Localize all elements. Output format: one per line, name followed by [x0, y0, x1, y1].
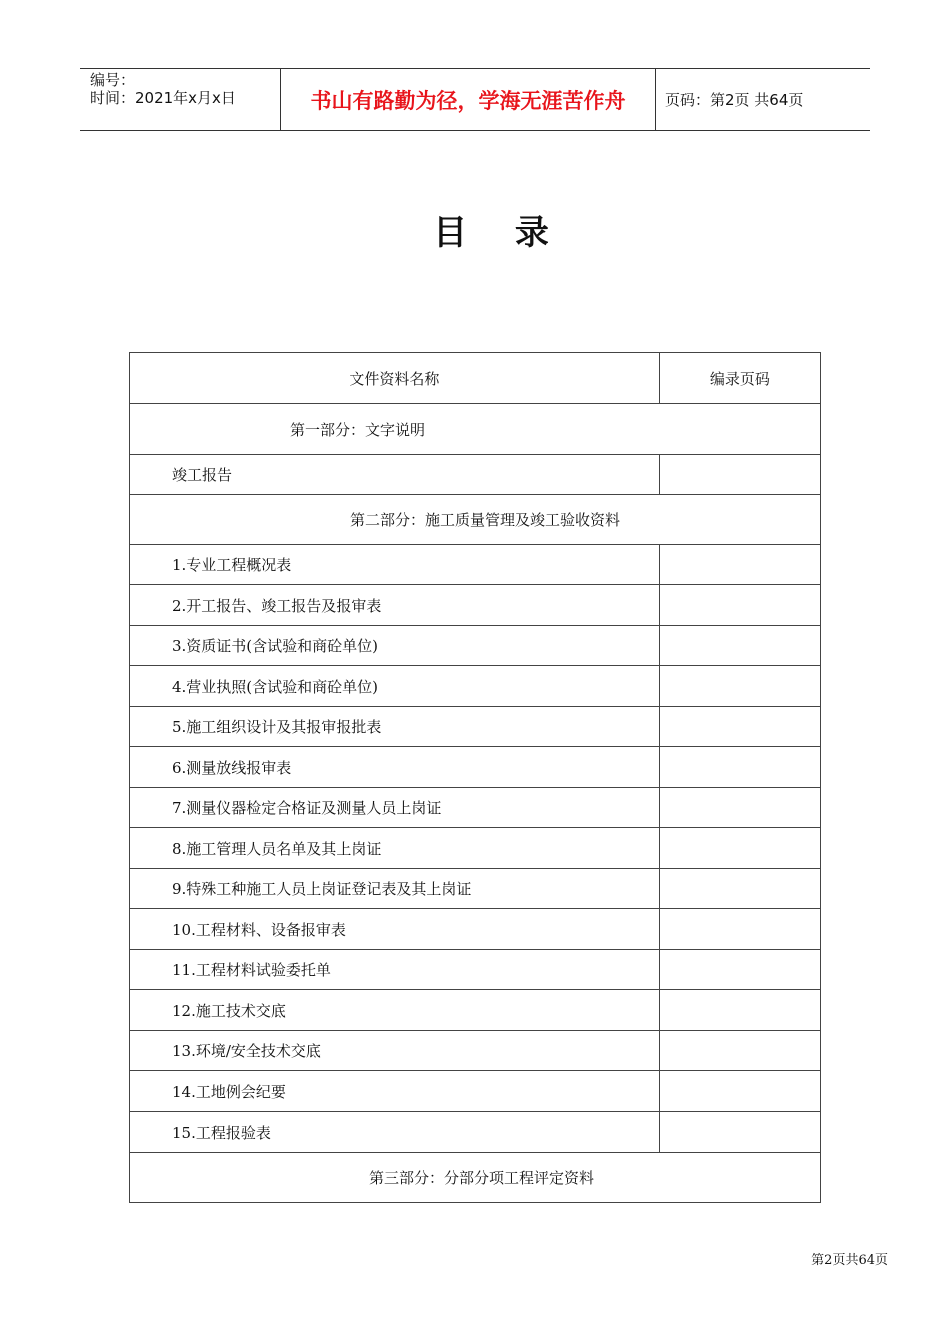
- toc-row: [130, 707, 821, 747]
- serial-label: 编号：: [90, 71, 136, 89]
- col-header-name: 文件资料名称: [130, 353, 660, 404]
- toc-item-page: [659, 747, 820, 788]
- part3-heading: 第三部分：分部分项工程评定资料: [130, 1153, 821, 1203]
- toc-row: [130, 747, 821, 788]
- toc-item-page: [659, 626, 820, 666]
- toc-item-label: 9.特殊工种施工人员上岗证登记表及其上岗证: [130, 869, 660, 909]
- part2-row: [130, 495, 821, 545]
- toc-item-page: [659, 990, 820, 1031]
- toc-item-page: [659, 1112, 820, 1153]
- toc-item-page: [659, 707, 820, 747]
- toc-row: [130, 990, 821, 1031]
- toc-row: [130, 869, 821, 909]
- toc-row: [130, 950, 821, 990]
- toc-item-page: [659, 1031, 820, 1071]
- toc-item-label: 13.环境/安全技术交底: [130, 1031, 660, 1071]
- toc-item-page: [659, 909, 820, 950]
- toc-item-label: 15.工程报验表: [130, 1112, 660, 1153]
- toc-row: [130, 1031, 821, 1071]
- toc-row: [130, 545, 821, 585]
- toc-row: [130, 909, 821, 950]
- toc-item-label: 1.专业工程概况表: [130, 545, 660, 585]
- toc-item-label: 竣工报告: [130, 455, 660, 495]
- part3-row: [130, 1153, 821, 1203]
- toc-item-label: 2.开工报告、竣工报告及报审表: [130, 585, 660, 626]
- toc-item-label: 12.施工技术交底: [130, 990, 660, 1031]
- header-page-info: 页码：第2页 共64页: [665, 91, 804, 109]
- toc-item-label: 11.工程材料试验委托单: [130, 950, 660, 990]
- page-footer: 第2页共64页: [811, 1253, 888, 1268]
- page-title: 目 录: [433, 213, 567, 253]
- toc-item-label: 4.营业执照(含试验和商砼单位): [130, 666, 660, 707]
- toc-item-page: [659, 869, 820, 909]
- toc-item-page: [659, 950, 820, 990]
- toc-table: [129, 352, 821, 1203]
- toc-item-page: [659, 666, 820, 707]
- col-header-page: 编录页码: [659, 353, 820, 404]
- toc-item-page: [659, 828, 820, 869]
- toc-item-page: [659, 1071, 820, 1112]
- toc-header-row: [130, 353, 821, 404]
- toc-row: [130, 585, 821, 626]
- toc-row: [130, 828, 821, 869]
- toc-row: [130, 1112, 821, 1153]
- part1-row: [130, 404, 821, 455]
- toc-row: [130, 455, 821, 495]
- toc-item-label: 6.测量放线报审表: [130, 747, 660, 788]
- toc-item-label: 5.施工组织设计及其报审报批表: [130, 707, 660, 747]
- toc-item-label: 8.施工管理人员名单及其上岗证: [130, 828, 660, 869]
- toc-item-label: 3.资质证书(含试验和商砼单位): [130, 626, 660, 666]
- header-motto: 书山有路勤为径，学海无涯苦作舟: [281, 69, 656, 130]
- toc-row: [130, 666, 821, 707]
- toc-row: [130, 626, 821, 666]
- toc-item-page: [659, 545, 820, 585]
- toc-item-page: [659, 455, 820, 495]
- toc-item-label: 10.工程材料、设备报审表: [130, 909, 660, 950]
- part1-heading: 第一部分：文字说明: [130, 404, 821, 455]
- part2-heading: 第二部分：施工质量管理及竣工验收资料: [130, 495, 821, 545]
- toc-item-page: [659, 788, 820, 828]
- date-line: 时间：2021年x月x日: [90, 89, 236, 107]
- page-header: [80, 68, 870, 131]
- toc-item-page: [659, 585, 820, 626]
- toc-row: [130, 788, 821, 828]
- header-meta: [80, 69, 281, 130]
- toc-row: [130, 1071, 821, 1112]
- toc-item-label: 7.测量仪器检定合格证及测量人员上岗证: [130, 788, 660, 828]
- toc-item-label: 14.工地例会纪要: [130, 1071, 660, 1112]
